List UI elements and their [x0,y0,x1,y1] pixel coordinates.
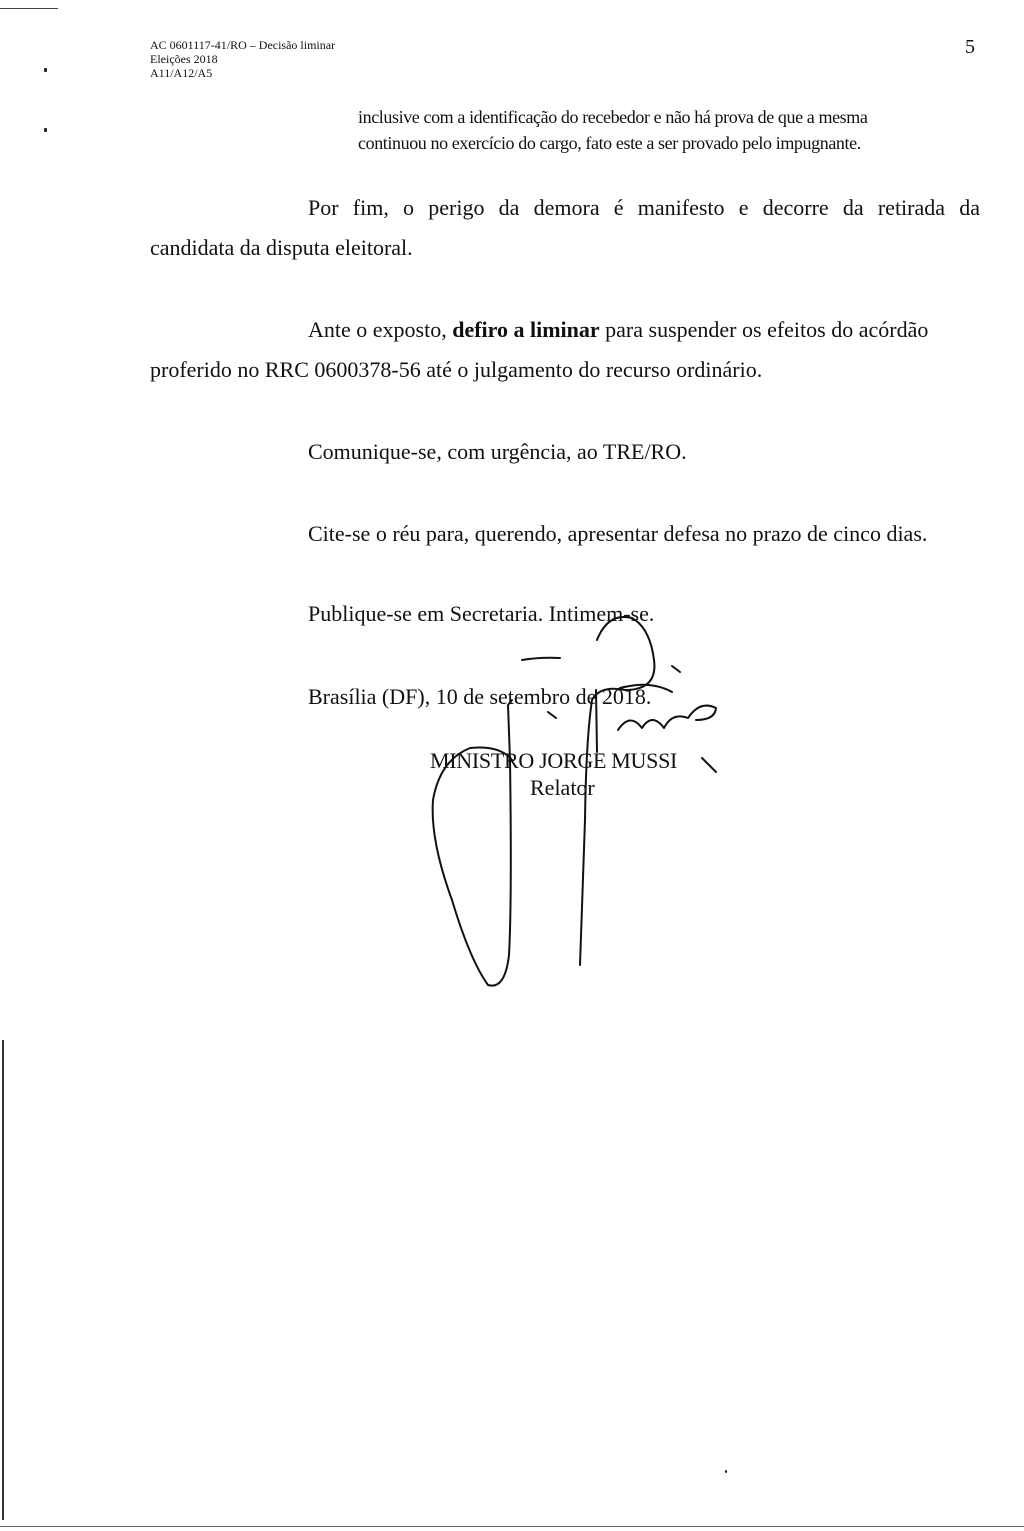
paragraph-line: Cite-se o réu para, querendo, apresentar defesa no prazo de cinco dias. [308,521,928,546]
date-line: Brasília (DF), 10 de setembro de 2018. [308,684,652,709]
document-code: A11/A12/A5 [150,66,213,80]
paragraph-line: proferido no RRC 0600378-56 até o julgamento do recurso ordinário. [150,357,763,382]
paragraph-line: Publique-se em Secretaria. Intimem-se. [308,601,655,626]
paragraph-text: Ante o exposto, [308,317,453,342]
election-label: Eleições 2018 [150,52,218,66]
paragraph-line: candidata da disputa eleitoral. [150,235,413,260]
paragraph-text: para suspender os efeitos do acórdão [599,317,929,342]
paragraph-line: Por fim, o perigo da demora é manifesto e decorre da retirada da [308,195,980,220]
page-number: 5 [965,36,975,58]
decision-emphasis: defiro a liminar [452,317,600,342]
quote-line: inclusive com a identificação do recebedor e não há prova de que a mesma [358,107,868,127]
case-reference: AC 0601117-41/RO – Decisão liminar [150,38,336,52]
signer-role: Relator [530,775,595,800]
quote-line: continuou no exercício do cargo, fato este a ser provado pelo impugnante. [358,133,861,153]
signer-name: MINISTRO JORGE MUSSI [430,748,678,773]
paragraph-line: Comunique-se, com urgência, ao TRE/RO. [308,439,687,464]
